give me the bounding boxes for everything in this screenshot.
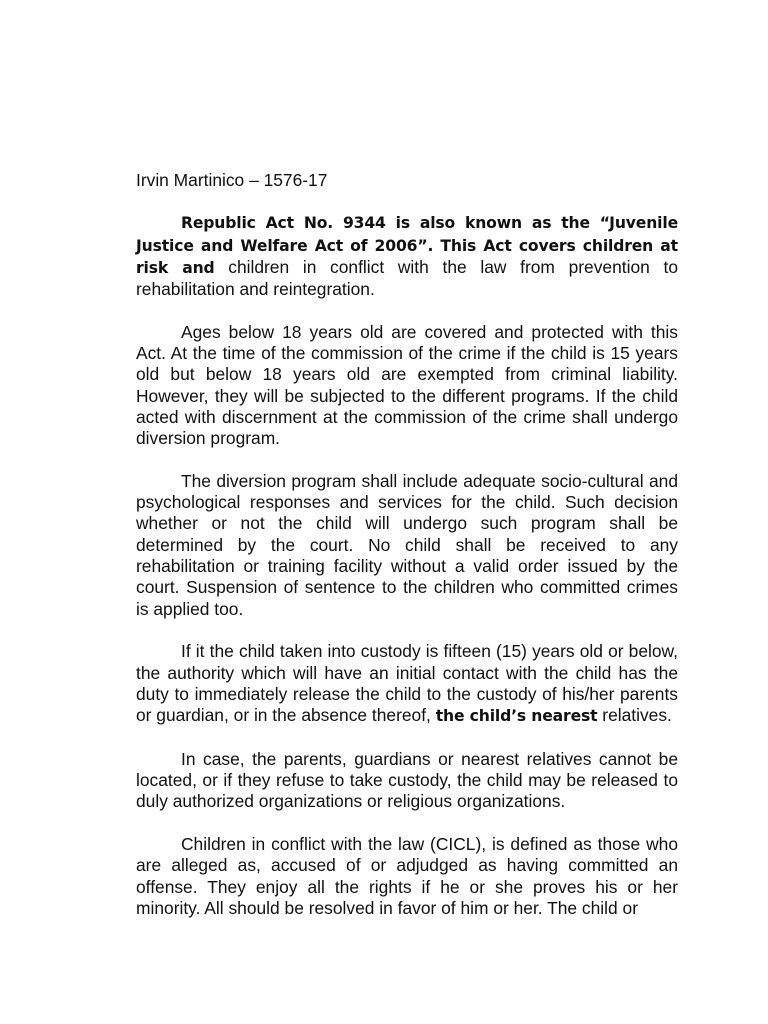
paragraph-2-text: Ages below 18 years old are covered and protected with this Act. At the time of the commission of the crime if the child is 15 years old but below 18 years old are exempted from criminal liability. However, they will be subjected to the different programs. If the child acted with discernment at the commission of the crime shall undergo diversion program. (136, 321, 678, 449)
paragraph-4 (136, 641, 678, 727)
paragraph-1 (136, 212, 678, 300)
paragraph-6-text: Children in conflict with the law (CICL), is defined as those who are alleged as, accused of or adjudged as having committed an offense. They enjoy all the rights if he or she proves his or her minority. All should be resolved in favor of him or her. The child or (136, 833, 678, 918)
author-id: 1576-17 (263, 170, 328, 190)
author-line (136, 170, 678, 191)
paragraph-3 (136, 471, 678, 620)
paragraph-4-tail: relatives. (597, 705, 672, 726)
document-body (136, 170, 678, 940)
paragraph-4-text: If it the child taken into custody is fifteen (15) years old or below, the authority which will have an initial contact with the child has the duty to immediately release the child to the custody of his/her parents or guardian, or in the absence thereof, (136, 641, 678, 726)
author-name: Irvin Martinico (136, 170, 245, 190)
paragraph-1-text: children in conflict with the law from prevention to rehabilitation and reintegration. (136, 256, 678, 300)
paragraph-4-bold-tail: the child’s nearest (435, 707, 598, 726)
paragraph-2 (136, 322, 678, 450)
paragraph-6 (136, 834, 678, 919)
paragraph-3-text: The diversion program shall include adequate socio-cultural and psychological responses and services for the child. Such decision whether or not the child will undergo such program shall be determined by the court. No child shall be received to any rehabilitation or training facility without a valid order issued by the court. Suspension of sentence to the children who committed crimes is applied too. (136, 470, 678, 619)
author-separator: – (244, 170, 264, 190)
paragraph-1-bold-lead: Republic Act No. 9344 is also known as the “Juvenile Justice and Welfare Act of 2006”. This Act covers children at risk and (136, 214, 678, 277)
paragraph-5-text: In case, the parents, guardians or nearest relatives cannot be located, or if they refuse to take custody, the child may be released to duly authorized organizations or religious organizations. (136, 748, 678, 812)
paragraph-5 (136, 749, 678, 813)
